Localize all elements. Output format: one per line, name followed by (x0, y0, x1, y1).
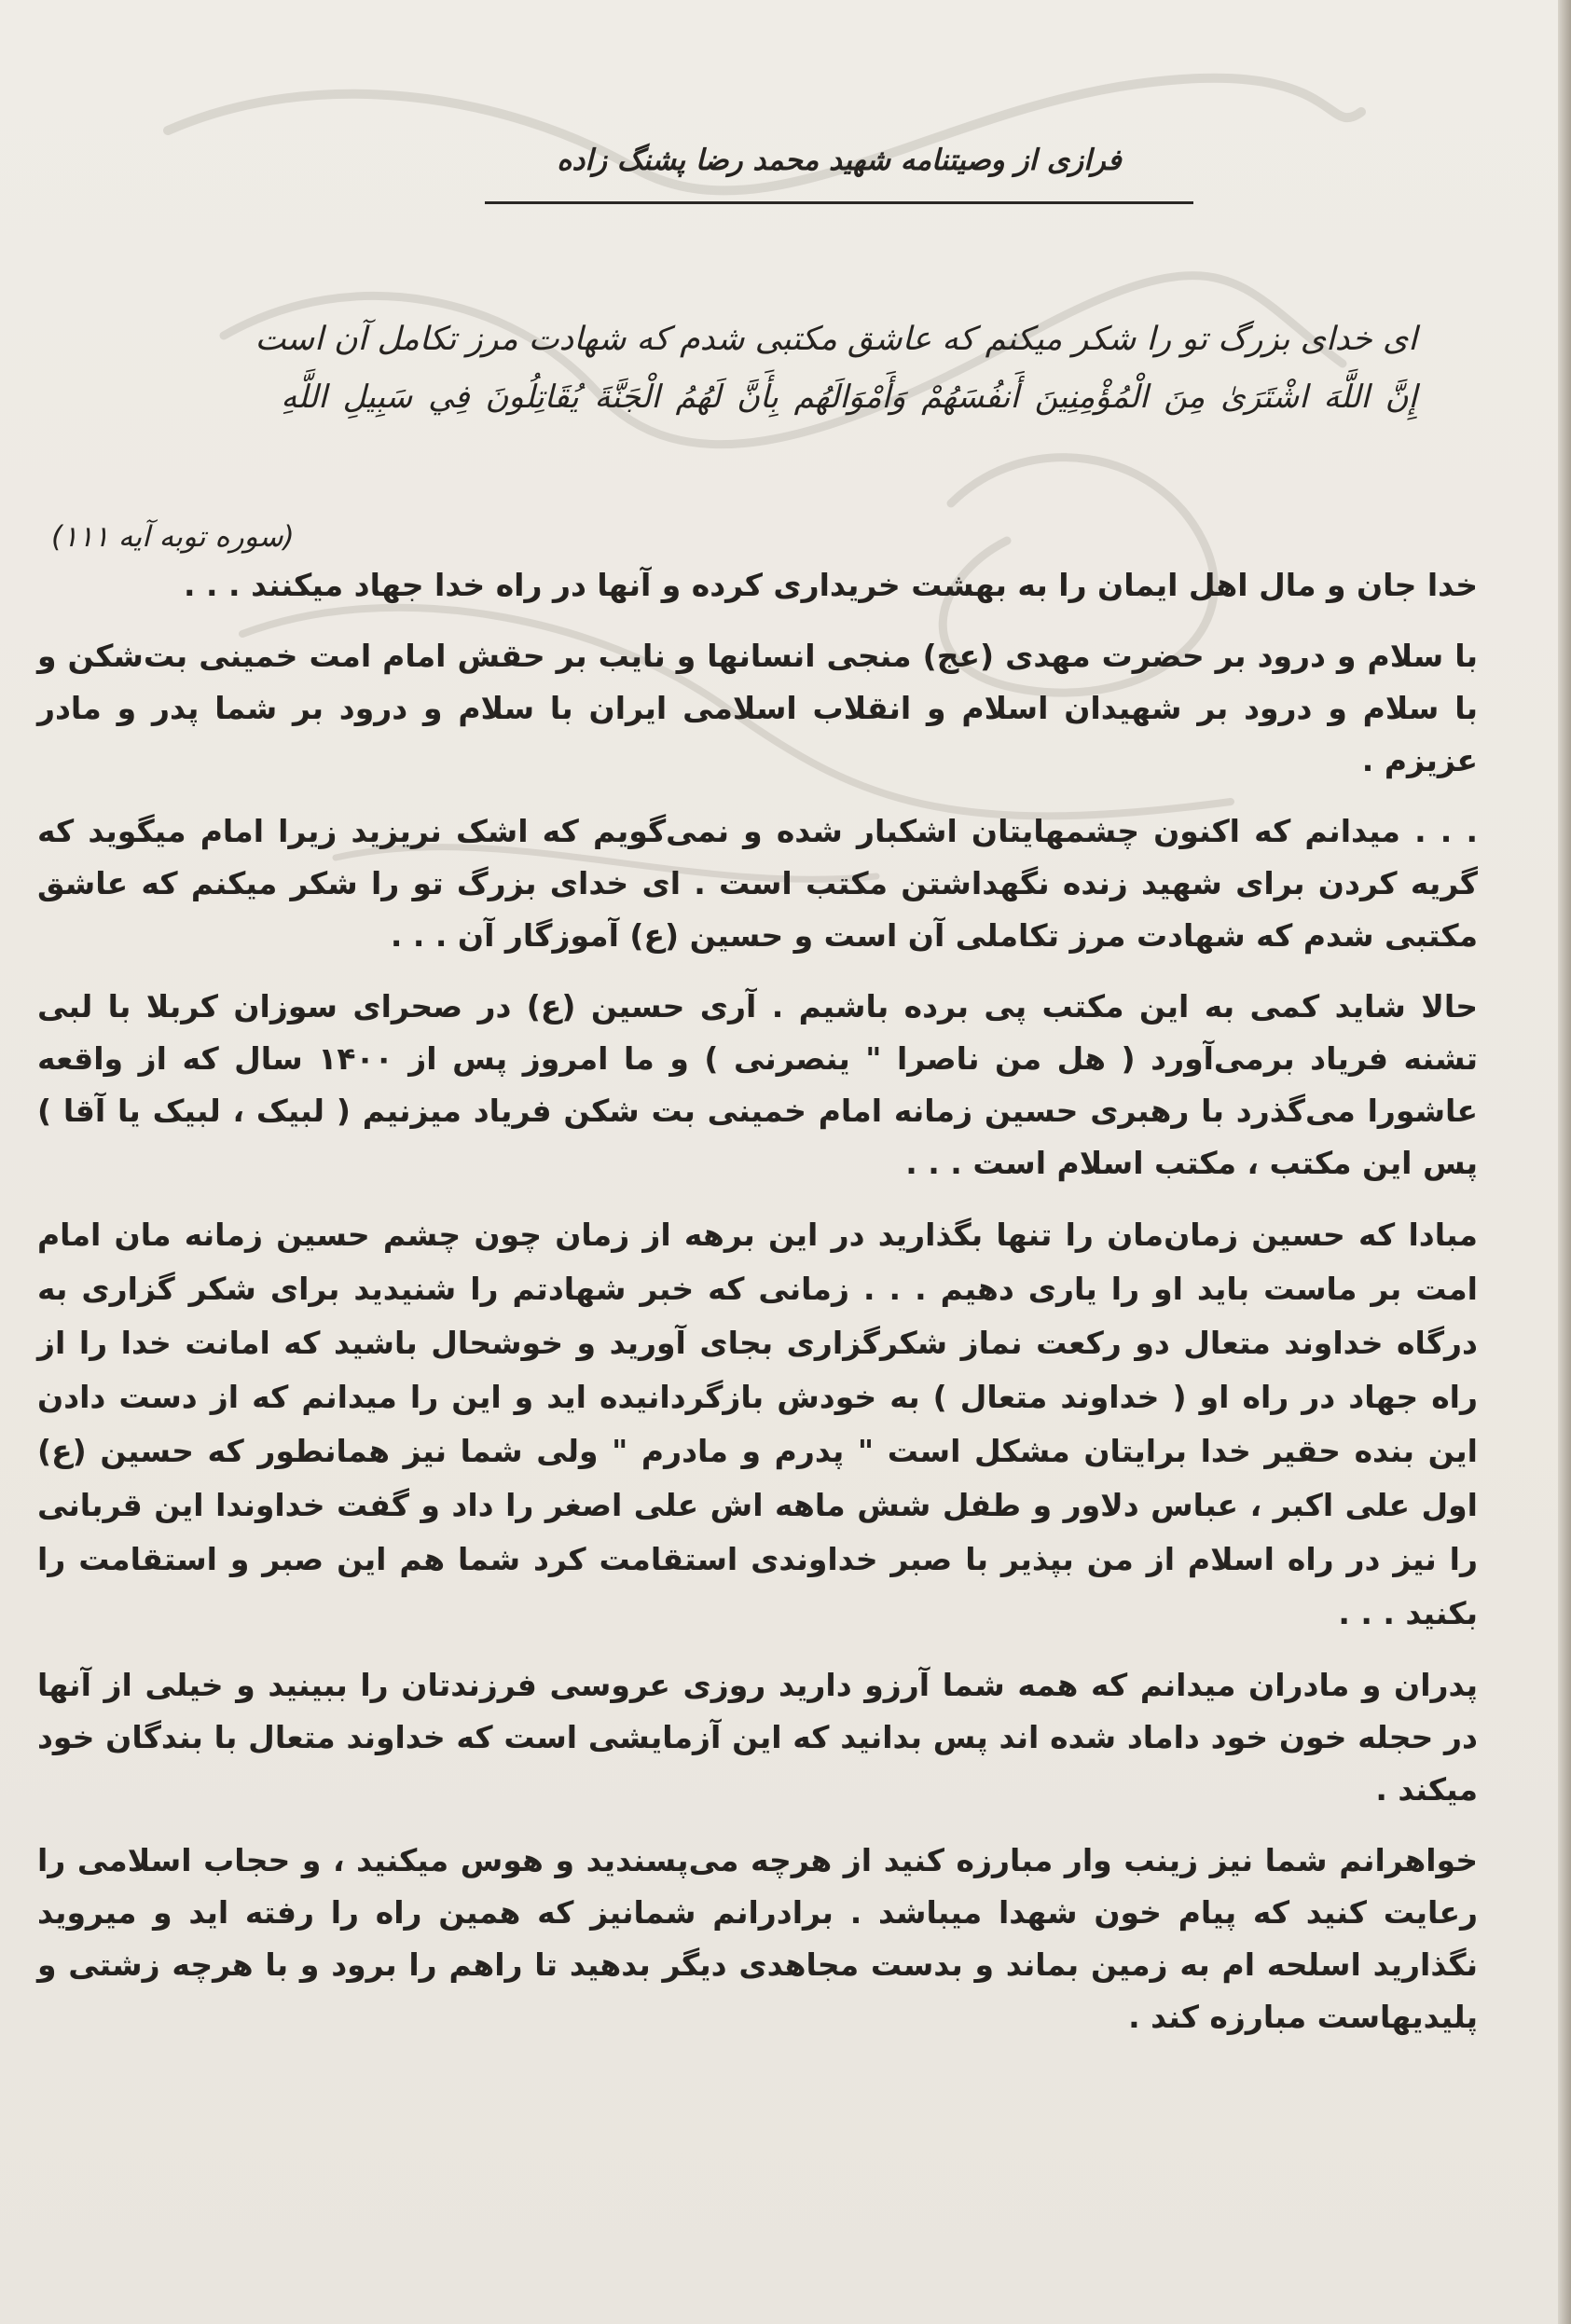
quote-line: ای خدای بزرگ تو را شکر میکنم که عاشق مکتبی شدم که شهادت مرز تکامل آن است (255, 321, 1417, 358)
page-edge (1558, 0, 1571, 2324)
paragraph: پدران و مادران میدانم که همه شما آرزو دارید روزی عروسی فرزندتان را ببینید و خیلی از آنها در حجله خون خود داماد شده اند پس بدانید که این آزمایشی است که خداوند متعال با بندگان خود میکند . (37, 1667, 1478, 1808)
paragraph: . . . میدانم که اکنون چشمهایتان اشکبار شده و نمی‌گویم که اشک نریزید زیرا امام میگوید که گریه کردن برای شهید زنده نگهداشتن مکتب است . ای خدای بزرگ تو را شکر میکنم که عاشق مکتبی شدم که شهادت مرز تکاملی آن است و حسین (ع) آموزگار آن . . . (37, 813, 1478, 954)
paragraph: خدا جان و مال اهل ایمان را به بهشت خریداری کرده و آنها در راه خدا جهاد میکنند . . . (184, 567, 1478, 603)
title-block (485, 140, 1193, 204)
will-text (37, 559, 1478, 2062)
verse-reference: (سوره توبه آیه ۱۱۱) (51, 520, 295, 554)
paragraph: خواهرانم شما نیز زینب وار مبارزه کنید از هرچه می‌پسندید و هوس میکنید ، و حجاب اسلامی را رعایت کنید که پیام خون شهدا میباشد . برادرانم شمانیز که همین راه را رفته اید و میروید نگذارید اسلحه ام به زمین بماند و بدست مجاهدی دیگر بدهید تا راهم را برود و با هرچه زشتی و پلیدیهاست مبارزه کند . (37, 1842, 1478, 2035)
paragraph: مبادا که حسین زمان‌مان را تنها بگذارید در این برهه از زمان چون چشم حسین زمانه مان امام امت بر ماست باید او را یاری دهیم . . . زمانی که خبر شهادتم را شنیدید برای شکر گزاری به درگاه خداوند متعال دو رکعت نماز شکرگزاری بجای آورید و خوشحال باشید که امانت خدا را از راه جهاد در راه او ( خداوند متعال ) به خودش بازگردانیده اید و این را میدانم که از دست دادن این بنده حقیر خدا برایتان مشکل است " پدرم و مادرم " ولی شما نیز همانطور که حسین (ع) اول علی اکبر ، عباس دلاور و طفل شش ماهه اش علی اصغر را داد و گفت خداوندا این قربانی را نیز در راه اسلام از من بپذیر با صبر خداوندی استقامت کرد شما هم این صبر و استقامت را بکنید . . . (37, 1217, 1478, 1631)
document-title: فرازی از وصیتنامه شهید محمد رضا پشنگ زاده (485, 140, 1193, 204)
opening-quote (47, 317, 1417, 433)
paragraph: با سلام و درود بر حضرت مهدی (عج) منجی انسانها و نایب بر حقش امام امت خمینی بت‌شکن و با سلام و درود بر شهیدان اسلام و انقلاب اسلامی ایران با سلام و درود بر شما پدر و مادر عزیزم . (37, 638, 1478, 778)
paragraph: حالا شاید کمی به این مکتب پی برده باشیم . آری حسین (ع) در صحرای سوزان کربلا با لبی تشنه فریاد برمی‌آورد ( هل من ناصرا " ینصرنی ) و ما امروز پس از ۱۴۰۰ سال که از واقعه عاشورا می‌گذرد با رهبری حسین زمانه امام خمینی بت شکن فریاد میزنیم ( لبیک ، لبیک یا آقا ) پس این مکتب ، مکتب اسلام است . . . (37, 988, 1478, 1181)
quran-verse: إِنَّ اللَّهَ اشْتَرَىٰ مِنَ الْمُؤْمِنِينَ أَنفُسَهُمْ وَأَمْوَالَهُم بِأَنَّ لَهُمُ الْجَنَّةَ يُقَاتِلُونَ فِي سَبِيلِ اللَّهِ (281, 378, 1417, 416)
